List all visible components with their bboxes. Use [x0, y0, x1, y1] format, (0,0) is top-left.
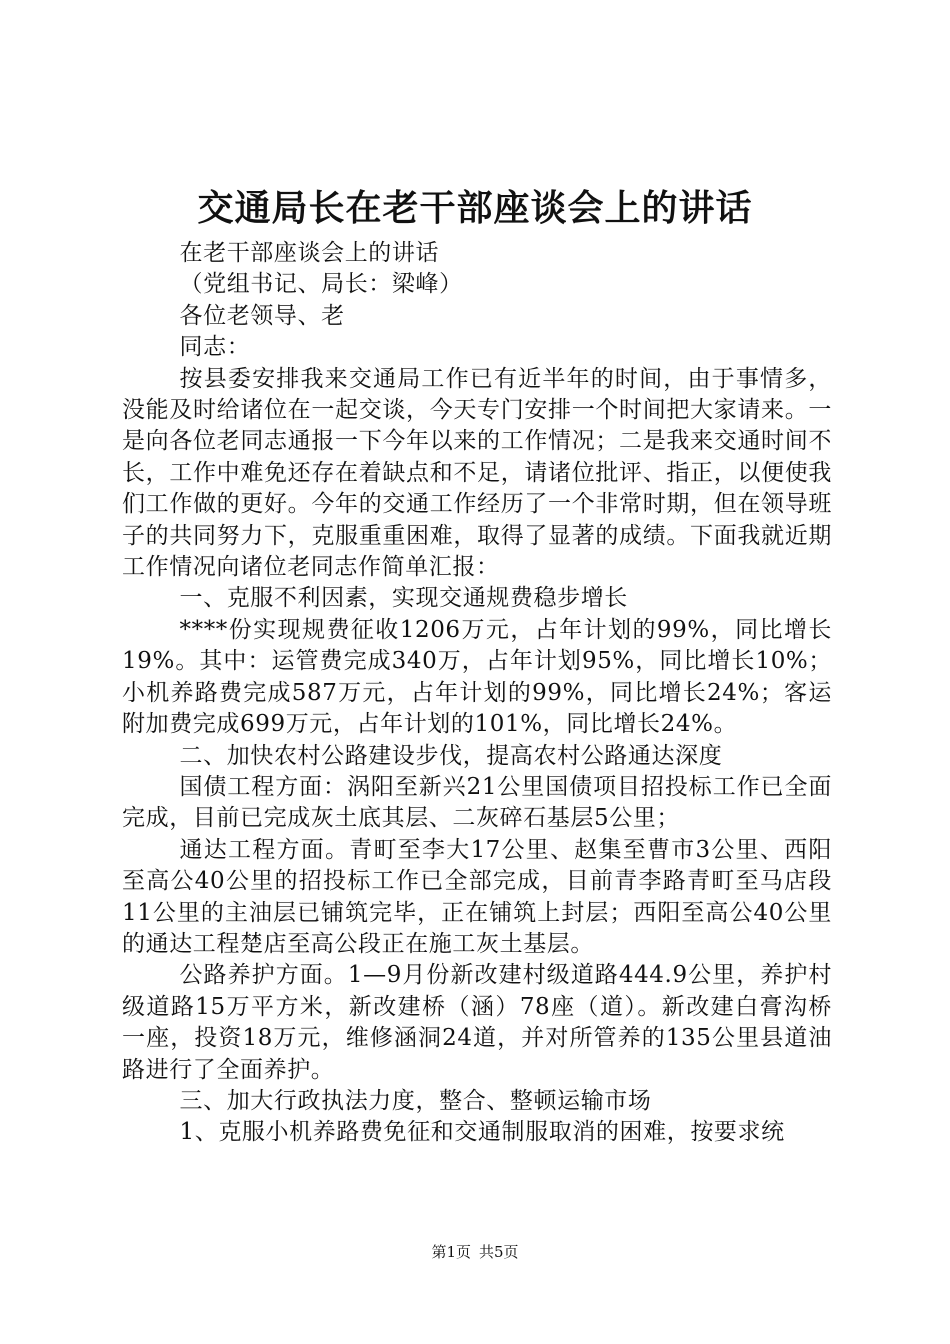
page-number: 第1页: [431, 1243, 471, 1261]
section-heading-2: 二、加快农村公路建设步伐，提高农村公路通达深度: [179, 742, 723, 769]
page-footer: [0, 1241, 950, 1263]
speech-subtitle: 在老干部座谈会上的讲话: [179, 240, 440, 266]
document-title: 交通局长在老干部座谈会上的讲话: [197, 187, 753, 229]
access-project-paragraph: 通达工程方面。青町至李大17公里、赵集至曹市3公里、西阳至高公40公里的招投标工作已全部完成，目前青李路青町至马店段11公里的主油层已铺筑完毕，正在铺筑上封层；西阳至高公40公里的通达工程楚店至高公段正在施工灰土基层。: [122, 836, 832, 957]
document-body: [122, 238, 832, 1149]
section-heading-3: 三、加大行政执法力度，整合、整顿运输市场: [179, 1087, 652, 1114]
fee-collection-paragraph: ****份实现规费征收1206万元，占年计划的99%，同比增长19%。其中：运管费完成340万，占年计划95%，同比增长10%；小机养路费完成587万元，占年计划的99%，同比增长24%；客运附加费完成699万元，占年计划的101%，同比增长24%。: [122, 616, 832, 738]
salutation-line: 各位老领导、老: [179, 302, 345, 329]
section-heading-1: 一、克服不利因素，实现交通规费稳步增长: [179, 585, 628, 612]
intro-paragraph: 按县委安排我来交通局工作已有近半年的时间，由于事情多，没能及时给诸位在一起交谈，今天专门安排一个时间把大家请来。一是向各位老同志通报一下今年以来的工作情况；二是我来交通时间不长，工作中难免还存在着缺点和不足，请诸位批评、指正，以便使我们工作做的更好。今年的交通工作经历了一个非常时期，但在领导班子的共同努力下，克服重重困难，取得了显著的成绩。下面我就近期工作情况向诸位老同志作简单汇报：: [122, 365, 832, 581]
road-maintenance-paragraph: 公路养护方面。1—9月份新改建村级道路444.9公里，养护村级道路15万平方米，新改建桥（涵）78座（道）。新改建白膏沟桥一座，投资18万元，维修涵洞24道，并对所管养的135公里县道油路进行了全面养护。: [122, 962, 832, 1083]
salutation-continuation: 同志：: [179, 334, 251, 361]
page-total: 共5页: [479, 1243, 519, 1261]
enforcement-paragraph: 1、克服小机养路费免征和交通制服取消的困难，按要求统: [179, 1119, 785, 1146]
national-debt-project-paragraph: 国债工程方面：涡阳至新兴21公里国债项目招投标工作已全面完成，目前已完成灰土底其层、二灰碎石基层5公里；: [122, 773, 832, 832]
speaker-line: （党组书记、局长：梁峰）: [179, 271, 463, 298]
